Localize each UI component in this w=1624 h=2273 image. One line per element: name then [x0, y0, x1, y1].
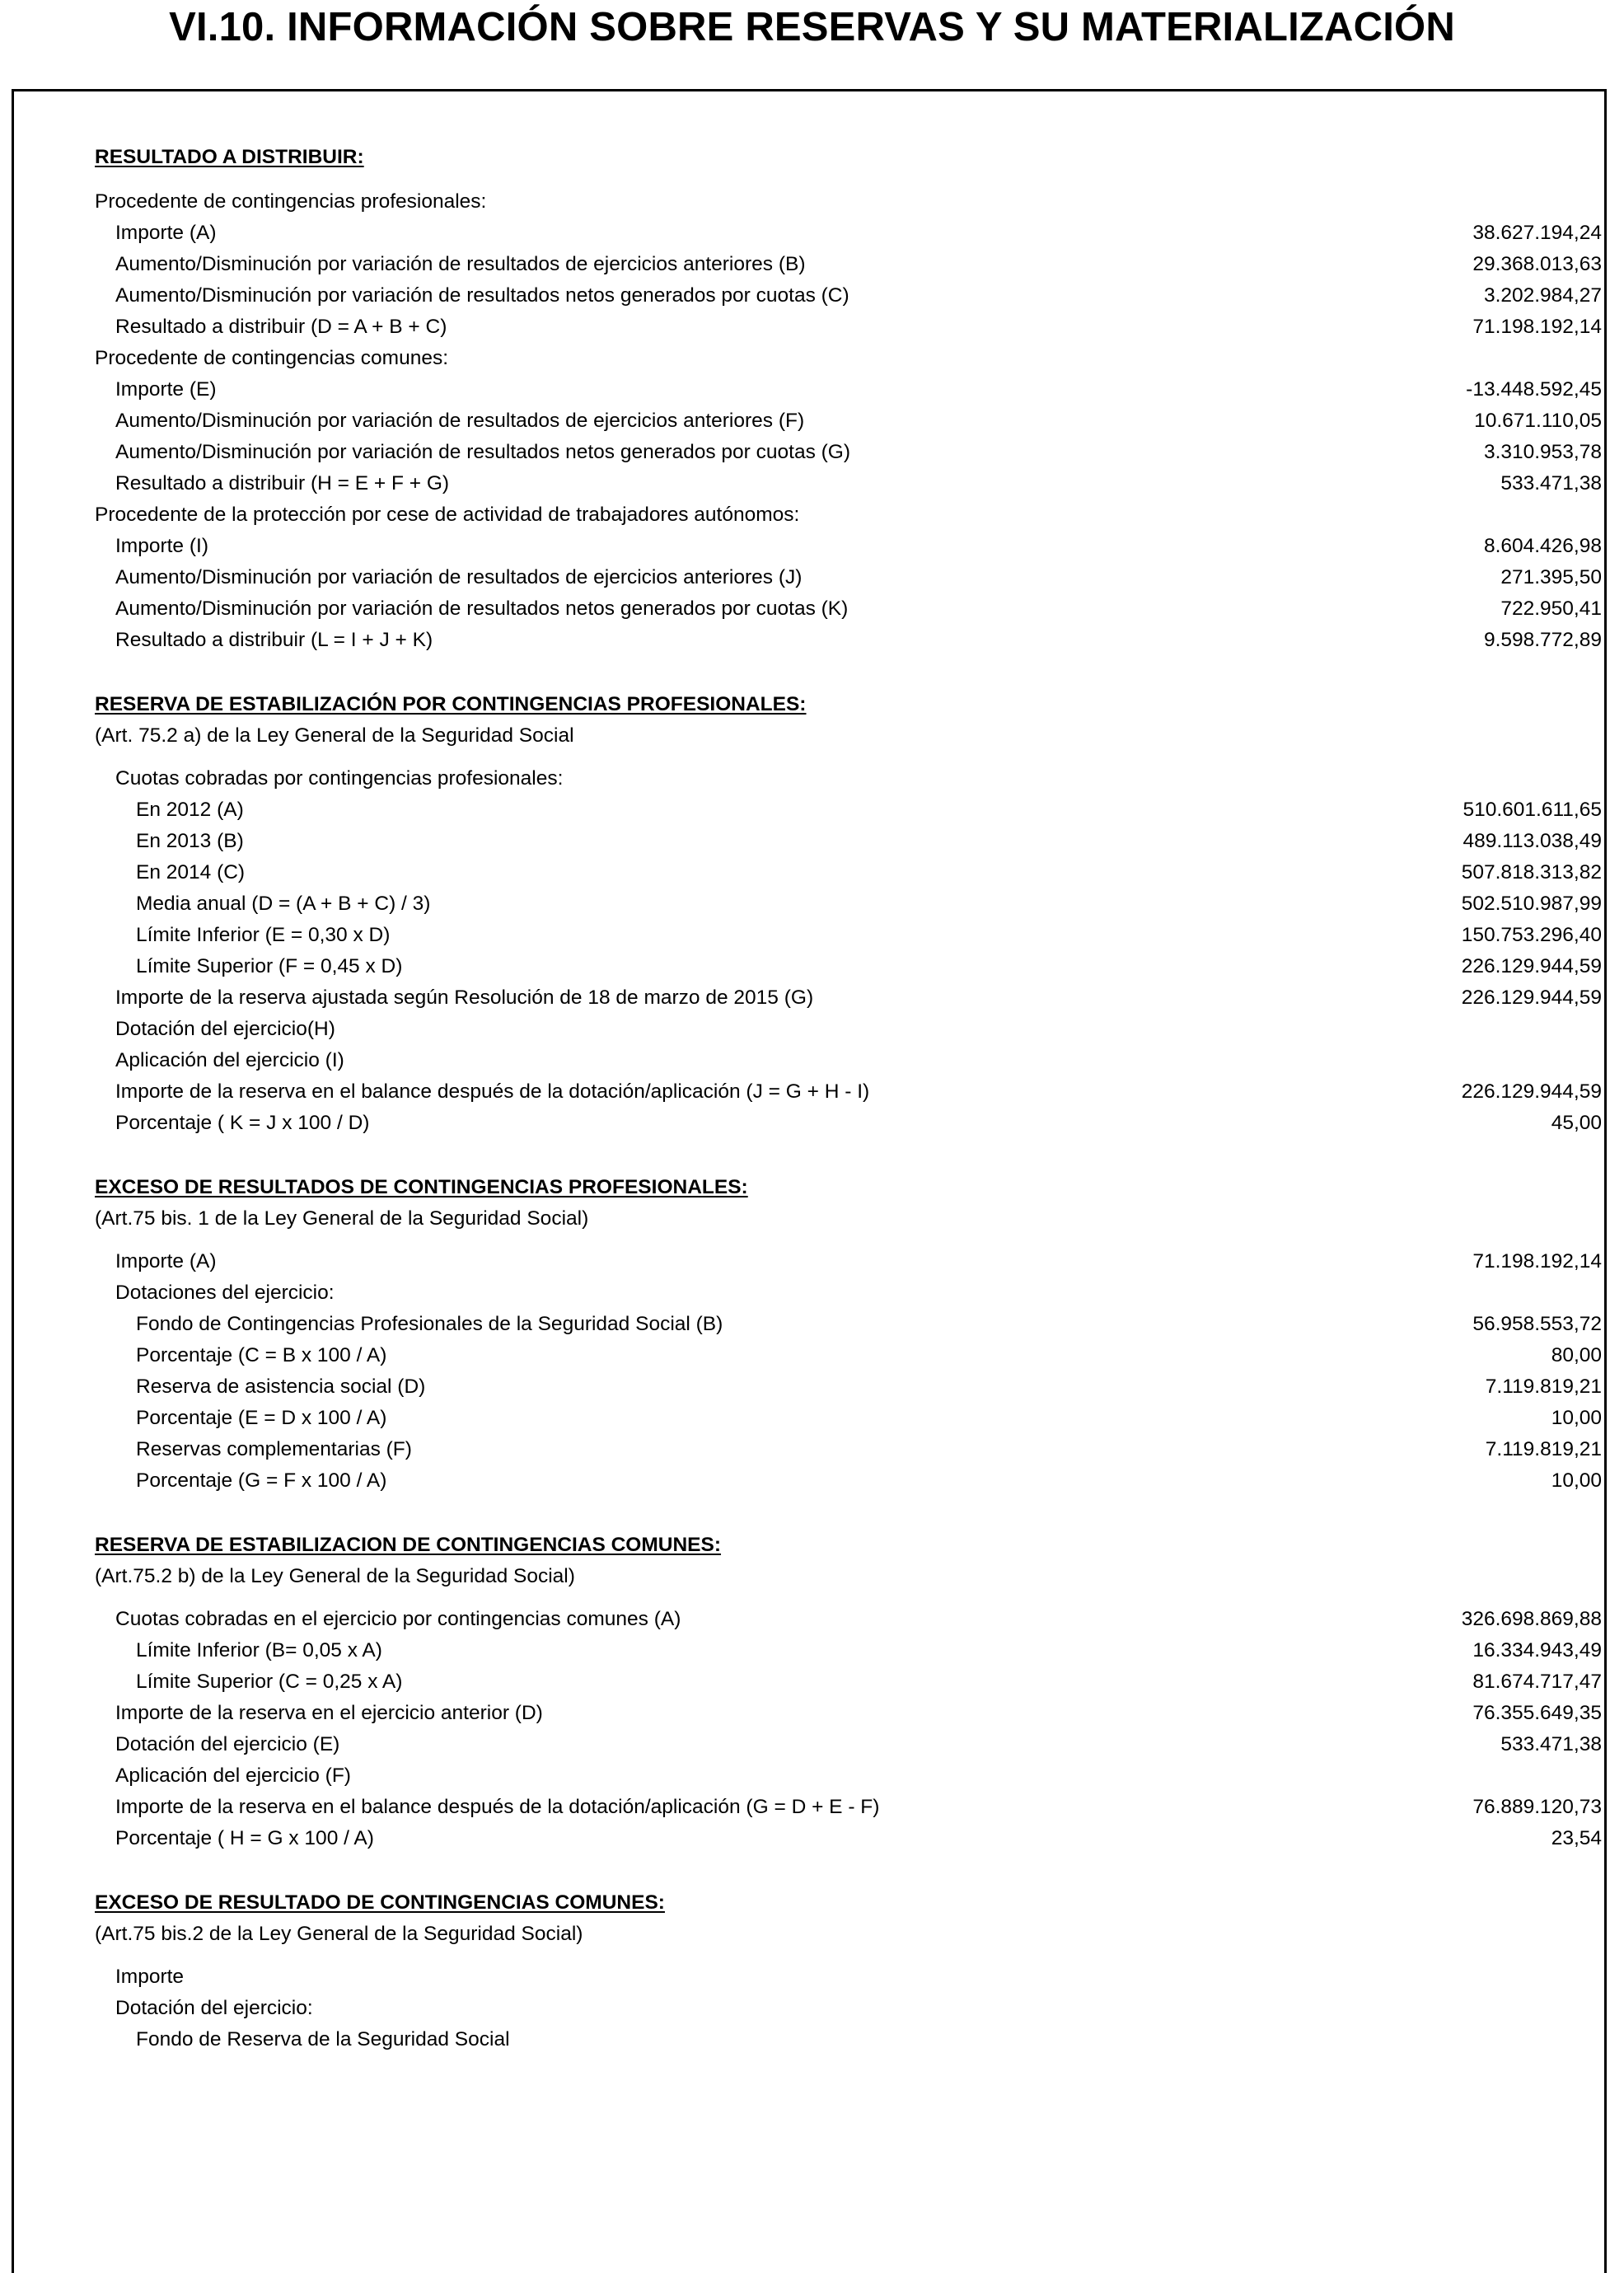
- table-row: [95, 1823, 1602, 1854]
- table-row: [95, 1371, 1602, 1403]
- row-value: 29.368.013,63: [1472, 253, 1602, 275]
- row-value: 533.471,38: [1500, 1733, 1602, 1755]
- row-value: 226.129.944,59: [1461, 955, 1602, 977]
- row-label: Media anual (D = (A + B + C) / 3): [136, 893, 431, 915]
- row-value: 80,00: [1551, 1344, 1602, 1366]
- row-label: Resultado a distribuir (D = A + B + C): [115, 316, 447, 338]
- row-value: 81.674.717,47: [1472, 1671, 1602, 1693]
- row-label: Porcentaje ( H = G x 100 / A): [115, 1827, 374, 1849]
- row-label: Aumento/Disminución por variación de resultados netos generados por cuotas (G): [115, 441, 851, 463]
- table-row: [95, 374, 1602, 405]
- table-row: [95, 499, 1602, 531]
- table-row: [95, 1465, 1602, 1497]
- row-value: 722.950,41: [1500, 598, 1602, 620]
- row-value: 7.119.819,21: [1485, 1438, 1602, 1460]
- table-row: [95, 1045, 1602, 1076]
- table-row: [95, 1666, 1602, 1698]
- row-value: 326.698.869,88: [1461, 1608, 1602, 1630]
- row-value: 56.958.553,72: [1472, 1313, 1602, 1335]
- row-value: 10,00: [1551, 1469, 1602, 1492]
- row-value: 507.818.313,82: [1461, 861, 1602, 883]
- row-value: 76.889.120,73: [1472, 1796, 1602, 1818]
- row-label: Porcentaje (G = F x 100 / A): [136, 1469, 387, 1492]
- row-label: Reservas complementarias (F): [136, 1438, 412, 1460]
- report-section: [95, 1172, 1602, 1497]
- row-label: Aplicación del ejercicio (F): [115, 1765, 351, 1787]
- row-label: Dotación del ejercicio (E): [115, 1733, 340, 1755]
- row-label: Dotación del ejercicio:: [115, 1997, 313, 2019]
- row-label: Importe: [115, 1966, 185, 1988]
- table-row: [95, 1246, 1602, 1277]
- table-row: [95, 1403, 1602, 1434]
- row-value: 38.627.194,24: [1472, 222, 1602, 244]
- table-row: [95, 218, 1602, 249]
- section-legal-reference: (Art.75 bis. 1 de la Ley General de la Seguridad Social): [95, 1207, 589, 1230]
- table-row: [95, 1309, 1602, 1340]
- table-row: [95, 1635, 1602, 1666]
- table-row: [95, 2024, 1602, 2055]
- row-value: 23,54: [1551, 1827, 1602, 1849]
- table-row: [95, 1277, 1602, 1309]
- row-value: 533.471,38: [1500, 472, 1602, 494]
- row-label: Importe de la reserva en el ejercicio anterior (D): [115, 1702, 543, 1724]
- table-row: [95, 1760, 1602, 1792]
- row-label: Porcentaje (E = D x 100 / A): [136, 1407, 387, 1429]
- row-label: Procedente de la protección por cese de actividad de trabajadores autónomos:: [95, 504, 800, 526]
- row-value: 7.119.819,21: [1485, 1376, 1602, 1398]
- table-row: [95, 794, 1602, 826]
- section-legal-reference: (Art. 75.2 a) de la Ley General de la Seguridad Social: [95, 724, 574, 747]
- report-content: [95, 142, 1602, 2088]
- table-row: [95, 888, 1602, 920]
- table-row: [95, 857, 1602, 888]
- row-label: Cuotas cobradas por contingencias profesionales:: [115, 767, 564, 790]
- row-label: Resultado a distribuir (L = I + J + K): [115, 629, 433, 651]
- row-label: Aplicación del ejercicio (I): [115, 1049, 344, 1071]
- table-row: [95, 1792, 1602, 1823]
- row-label: Fondo de Contingencias Profesionales de la Seguridad Social (B): [136, 1313, 723, 1335]
- row-value: 71.198.192,14: [1472, 1250, 1602, 1272]
- row-value: 16.334.943,49: [1472, 1639, 1602, 1661]
- row-label: Dotaciones del ejercicio:: [115, 1282, 335, 1304]
- row-value: -13.448.592,45: [1466, 378, 1602, 401]
- row-label: Importe (A): [115, 222, 217, 244]
- table-row: [95, 1340, 1602, 1371]
- table-row: [95, 249, 1602, 280]
- table-row: [95, 1604, 1602, 1635]
- row-value: 10,00: [1551, 1407, 1602, 1429]
- row-value: 8.604.426,98: [1483, 535, 1602, 557]
- row-label: Reserva de asistencia social (D): [136, 1376, 426, 1398]
- row-value: 10.671.110,05: [1474, 410, 1602, 432]
- table-row: [95, 625, 1602, 656]
- row-label: En 2014 (C): [136, 861, 246, 883]
- row-label: Dotación del ejercicio(H): [115, 1018, 335, 1040]
- report-section: [95, 689, 1602, 1139]
- table-row: [95, 186, 1602, 218]
- row-value: 71.198.192,14: [1472, 316, 1602, 338]
- table-row: [95, 312, 1602, 343]
- row-label: Importe de la reserva ajustada según Resolución de 18 de marzo de 2015 (G): [115, 987, 814, 1009]
- row-label: Aumento/Disminución por variación de resultados netos generados por cuotas (C): [115, 284, 849, 307]
- table-row: [95, 343, 1602, 374]
- table-row: [95, 763, 1602, 794]
- table-row: [95, 531, 1602, 562]
- table-row: [95, 1993, 1602, 2024]
- table-row: [95, 826, 1602, 857]
- row-value: 489.113.038,49: [1463, 830, 1602, 852]
- page-title: VI.10. INFORMACIÓN SOBRE RESERVAS Y SU MATERIALIZACIÓN: [169, 5, 1455, 49]
- row-label: Aumento/Disminución por variación de resultados de ejercicios anteriores (B): [115, 253, 806, 275]
- report-section: [95, 1887, 1602, 2055]
- row-label: Límite Inferior (E = 0,30 x D): [136, 924, 391, 946]
- row-value: 150.753.296,40: [1461, 924, 1602, 946]
- row-value: 226.129.944,59: [1461, 987, 1602, 1009]
- table-row: [95, 468, 1602, 499]
- table-row: [95, 1076, 1602, 1108]
- table-row: [95, 1014, 1602, 1045]
- table-row: [95, 1698, 1602, 1729]
- row-label: En 2013 (B): [136, 830, 244, 852]
- row-label: Procedente de contingencias comunes:: [95, 347, 449, 369]
- report-section: [95, 1530, 1602, 1854]
- row-label: Fondo de Reserva de la Seguridad Social: [136, 2028, 510, 2050]
- row-label: Importe de la reserva en el balance después de la dotación/aplicación (J = G + H - I): [115, 1080, 870, 1103]
- row-label: Importe de la reserva en el balance después de la dotación/aplicación (G = D + E - F): [115, 1796, 880, 1818]
- row-value: 271.395,50: [1500, 566, 1602, 588]
- section-heading: RESULTADO A DISTRIBUIR:: [95, 146, 364, 168]
- table-row: [95, 437, 1602, 468]
- row-label: Procedente de contingencias profesionales:: [95, 190, 487, 213]
- row-label: Importe (E): [115, 378, 217, 401]
- section-heading: EXCESO DE RESULTADOS DE CONTINGENCIAS PROFESIONALES:: [95, 1176, 748, 1198]
- row-value: 3.202.984,27: [1483, 284, 1602, 307]
- row-value: 3.310.953,78: [1483, 441, 1602, 463]
- row-label: Importe (A): [115, 1250, 217, 1272]
- table-row: [95, 1434, 1602, 1465]
- row-label: Cuotas cobradas en el ejercicio por contingencias comunes (A): [115, 1608, 681, 1630]
- table-row: [95, 1729, 1602, 1760]
- table-row: [95, 280, 1602, 312]
- row-value: 45,00: [1551, 1112, 1602, 1134]
- report-section: [95, 142, 1602, 656]
- section-heading: EXCESO DE RESULTADO DE CONTINGENCIAS COMUNES:: [95, 1891, 665, 1914]
- row-label: Aumento/Disminución por variación de resultados de ejercicios anteriores (J): [115, 566, 803, 588]
- row-label: Porcentaje ( K = J x 100 / D): [115, 1112, 370, 1134]
- table-row: [95, 1961, 1602, 1993]
- table-row: [95, 562, 1602, 593]
- table-row: [95, 951, 1602, 982]
- table-row: [95, 405, 1602, 437]
- table-row: [95, 593, 1602, 625]
- row-label: Límite Superior (F = 0,45 x D): [136, 955, 403, 977]
- section-legal-reference: (Art.75.2 b) de la Ley General de la Seguridad Social): [95, 1565, 575, 1587]
- row-value: 9.598.772,89: [1483, 629, 1602, 651]
- row-label: Importe (I): [115, 535, 208, 557]
- row-value: 226.129.944,59: [1461, 1080, 1602, 1103]
- row-label: Aumento/Disminución por variación de resultados de ejercicios anteriores (F): [115, 410, 805, 432]
- row-label: En 2012 (A): [136, 799, 244, 821]
- row-label: Límite Inferior (B= 0,05 x A): [136, 1639, 382, 1661]
- section-legal-reference: (Art.75 bis.2 de la Ley General de la Seguridad Social): [95, 1923, 583, 1945]
- table-row: [95, 982, 1602, 1014]
- row-value: 510.601.611,65: [1463, 799, 1602, 821]
- row-label: Porcentaje (C = B x 100 / A): [136, 1344, 387, 1366]
- row-label: Límite Superior (C = 0,25 x A): [136, 1671, 403, 1693]
- table-row: [95, 920, 1602, 951]
- row-label: Aumento/Disminución por variación de resultados netos generados por cuotas (K): [115, 598, 849, 620]
- row-value: 76.355.649,35: [1472, 1702, 1602, 1724]
- row-label: Resultado a distribuir (H = E + F + G): [115, 472, 450, 494]
- row-value: 502.510.987,99: [1461, 893, 1602, 915]
- table-row: [95, 1108, 1602, 1139]
- section-heading: RESERVA DE ESTABILIZACION DE CONTINGENCIAS COMUNES:: [95, 1534, 722, 1556]
- section-heading: RESERVA DE ESTABILIZACIÓN POR CONTINGENCIAS PROFESIONALES:: [95, 693, 807, 715]
